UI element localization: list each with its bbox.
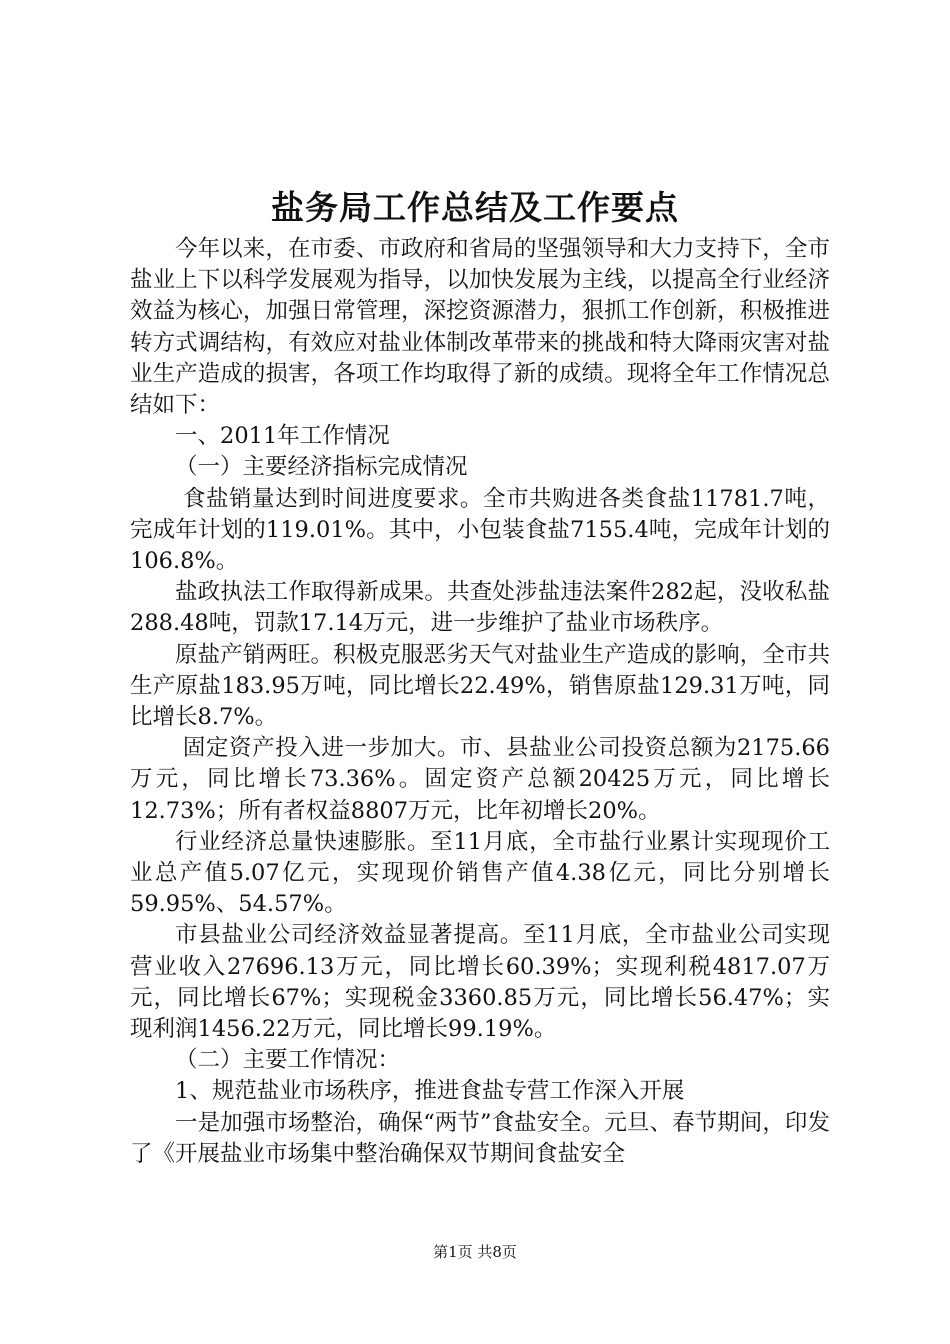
page-footer: 第1页 共8页 <box>433 1243 517 1261</box>
paragraph-fixed-assets: 固定资产投入进一步加大。市、县盐业公司投资总额为2175.66万元，同比增长73.36%。固定资产总额20425万元，同比增长12.73%；所有者权益8807万元，比年初增长20%。 <box>130 735 830 824</box>
paragraph-intro: 今年以来，在市委、市政府和省局的坚强领导和大力支持下，全市盐业上下以科学发展观为指导，以加快发展为主线，以提高全行业经济效益为核心，加强日常管理，深挖资源潜力，狠抓工作创新，积极推进转方式调结构，有效应对盐业体制改革带来的挑战和特大降雨灾害对盐业生产造成的损害，各项工作均取得了新的成绩。现将全年工作情况总结如下： <box>130 236 830 419</box>
paragraph-market-rectification: 一是加强市场整治，确保“两节”食盐安全。元旦、春节期间，印发了《开展盐业市场集中整治确保双节期间食盐安全 <box>130 1109 830 1167</box>
document-body <box>130 234 830 1170</box>
heading-section-1: 一、2011年工作情况 <box>175 423 390 450</box>
heading-subsection-2: （二）主要工作情况： <box>175 1047 401 1074</box>
heading-subsection-1: （一）主要经济指标完成情况 <box>175 454 468 481</box>
paragraph-raw-salt: 原盐产销两旺。积极克服恶劣天气对盐业生产造成的影响，全市共生产原盐183.95万吨，同比增长22.49%，销售原盐129.31万吨，同比增长8.7%。 <box>130 641 830 731</box>
paragraph-enforcement: 盐政执法工作取得新成果。共查处涉盐违法案件282起，没收私盐288.48吨，罚款17.14万元，进一步维护了盐业市场秩序。 <box>130 579 830 637</box>
heading-item-1: 1、规范盐业市场秩序，推进食盐专营工作深入开展 <box>175 1078 685 1105</box>
paragraph-company-benefits: 市县盐业公司经济效益显著提高。至11月底，全市盐业公司实现营业收入27696.13万元，同比增长60.39%；实现利税4817.07万元，同比增长67%；实现税金3360.85万元，同比增长56.47%；实现利润1456.22万元，同比增长99.19%。 <box>130 922 830 1043</box>
document-title: 盐务局工作总结及工作要点 <box>271 188 679 227</box>
paragraph-industry-output: 行业经济总量快速膨胀。至11月底，全市盐行业累计实现现价工业总产值5.07亿元，实现现价销售产值4.38亿元，同比分别增长59.95%、54.57%。 <box>130 828 830 918</box>
paragraph-salt-sales: 食盐销量达到时间进度要求。全市共购进各类食盐11781.7吨，完成年计划的119.01%。其中，小包装食盐7155.4吨，完成年计划的106.8%。 <box>130 485 830 575</box>
